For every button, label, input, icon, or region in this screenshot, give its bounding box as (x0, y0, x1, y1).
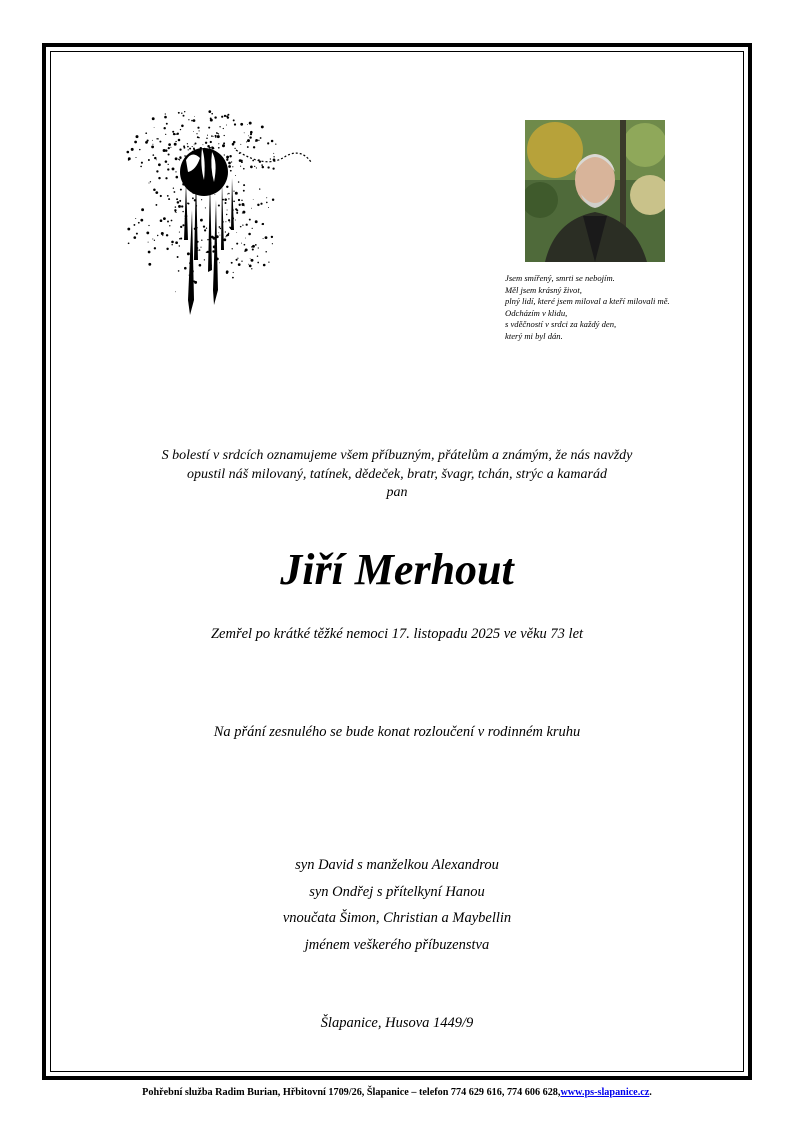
poem-line: Měl jsem krásný život, (505, 284, 582, 295)
poem-line: Odcházím v klidu, (505, 307, 568, 318)
footer-text: Pohřební služba Radim Burian, Hřbitovní 1709/26, Šlapanice – telefon 774 629 616, 774 606 628, (142, 1087, 561, 1098)
announcement-text (50, 447, 744, 503)
candle-ornament (126, 110, 316, 325)
announcement-line: opustil náš milovaný, tatínek, dědeček, bratr, švagr, tchán, strýc a kamarád (187, 466, 607, 482)
deceased-name: Jiří Merhout (280, 545, 514, 594)
announcement-line: pan (386, 485, 408, 500)
family-line: syn David s manželkou Alexandrou (295, 857, 499, 873)
ornament-speckles (126, 110, 276, 292)
website-link[interactable]: www.ps-slapanice.cz (560, 1087, 650, 1098)
family-list (50, 852, 744, 958)
announcement-line: S bolestí v srdcích oznamujeme všem příbuzným, přátelům a známým, že nás navždy (161, 448, 633, 463)
farewell-notice: Na přání zesnulého se bude konat rozloučení v rodinném kruhu (213, 724, 581, 740)
family-line: jménem veškerého příbuzenstva (304, 936, 490, 953)
poem-line: plný lidí, které jsem miloval a kteří milovali mě. (505, 296, 670, 307)
address: Šlapanice, Husova 1449/9 (320, 1015, 474, 1031)
death-notice: Zemřel po krátké těžké nemoci 17. listopadu 2025 ve věku 73 let (210, 626, 584, 642)
footer-end: . (649, 1087, 652, 1098)
poem-line: Jsem smířený, smrti se nebojím. (505, 273, 615, 283)
poem-line: který mi byl dán. (505, 330, 563, 341)
family-line: vnoučata Šimon, Christian a Maybellin (282, 910, 512, 926)
poem (505, 273, 745, 343)
footer (0, 1087, 794, 1098)
portrait-photo (525, 120, 665, 262)
family-line: syn Ondřej s přítelkyní Hanou (309, 883, 485, 900)
poem-line: s vděčností v srdci za každý den, (505, 319, 617, 330)
